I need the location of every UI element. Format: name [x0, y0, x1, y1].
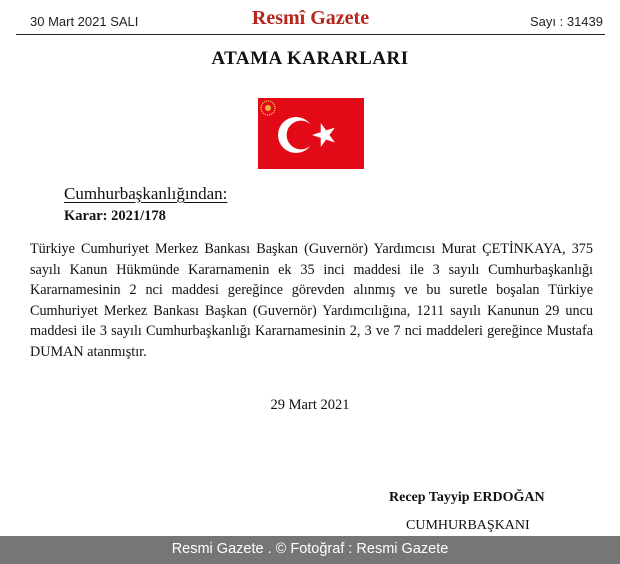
signatory-title: CUMHURBAŞKANI: [406, 518, 530, 533]
flag-crescent-inner: [287, 121, 316, 150]
issue-number: Sayı : 31439: [530, 14, 603, 29]
decision-body: Türkiye Cumhuriyet Merkez Bankası Başkan (Guvernör) Yardımcısı Murat ÇETİNKAYA, 375 sayılı Kanun Hükmünde Kararnamenin ek 35 inci maddesi ile 3 sayılı Cumhurbaşkanlığı Kararnamesinin 2 nci maddesi gereğince görevden alınmış ve bu suretle boşalan Türkiye Cumhuriyet Merkez Bankası Başkan (Guvernör) Yardımcılığına, 1211 sayılı Kanunun 29 uncu maddesi ile 3 sayılı Cumhurbaşkanlığı Kararnamesinin 2, 3 ve 7 nci maddeleri gereğince Mustafa DUMAN atanmıştır.: [30, 241, 593, 360]
photo-caption: Resmi Gazete . © Fotoğraf : Resmi Gazete: [171, 541, 449, 557]
signature-date: 29 Mart 2021: [270, 397, 350, 413]
gazette-header: [16, 6, 605, 35]
section-title: ATAMA KARARLARI: [211, 48, 409, 69]
decision-number: Karar: 2021/178: [64, 208, 166, 224]
photo-caption-bar: [0, 536, 620, 564]
gazette-title: Resmî Gazete: [251, 7, 370, 29]
issue-date: 30 Mart 2021 SALI: [30, 14, 139, 29]
signatory-name: Recep Tayyip ERDOĞAN: [389, 490, 545, 505]
issuing-authority: Cumhurbaşkanlığından:: [64, 184, 228, 203]
turkish-flag-icon: [258, 98, 364, 169]
